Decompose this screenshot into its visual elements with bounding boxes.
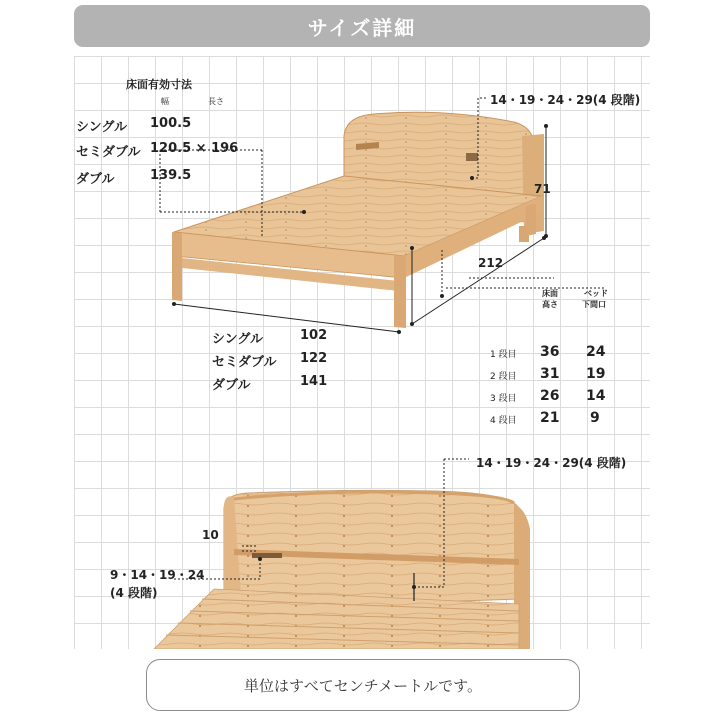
headboard-height-label: 71	[534, 182, 551, 196]
headboard-height-steps-label: 14・19・24・29(4 段階)	[490, 93, 641, 107]
height-table-step-1: 1 段目	[490, 350, 517, 360]
unit-note: 単位はすべてセンチメートルです。	[244, 676, 482, 695]
height-table-under-3: 14	[586, 388, 606, 404]
effective-dims-col-length: 長さ	[208, 97, 224, 106]
detail-headboard-steps-label: 14・19・24・29(4 段階)	[476, 456, 627, 470]
section-title-banner	[74, 5, 650, 47]
effective-dims-label-semidouble: セミダブル	[76, 145, 141, 160]
height-table-floor-4: 21	[540, 410, 560, 426]
outer-width-value-single: 102	[300, 328, 328, 343]
height-table-under-2: 19	[586, 366, 606, 382]
height-table-step-4: 4 段目	[490, 416, 517, 426]
height-table-floor-3: 26	[540, 388, 560, 404]
headboard-detail-illustration	[74, 449, 650, 649]
height-table-floor-1: 36	[540, 344, 560, 360]
unit-note-box	[146, 659, 580, 711]
effective-dims-label-double: ダブル	[76, 172, 115, 187]
effective-dims-label-single: シングル	[76, 120, 128, 135]
detail-shelf-steps-line2: (4 段階)	[110, 586, 158, 600]
length-label: 212	[478, 256, 504, 270]
section-title: サイズ詳細	[307, 15, 417, 40]
height-table-col1-line2: 高さ	[542, 300, 558, 309]
height-table-col2-line2: 下間口	[582, 300, 606, 309]
detail-shelf-thickness-label: 10	[202, 528, 219, 542]
detail-shelf-steps-line1: 9・14・19・24	[110, 568, 205, 582]
effective-dims-title: 床面有効寸法	[126, 78, 192, 91]
height-table-col2-line1: ベッド	[584, 289, 608, 298]
size-diagram-area	[74, 56, 650, 649]
outer-width-label-double: ダブル	[212, 378, 251, 393]
height-table-step-3: 3 段目	[490, 394, 517, 404]
height-table-under-1: 24	[586, 344, 606, 360]
outer-width-value-semidouble: 122	[300, 351, 328, 366]
effective-dims-col-width: 幅	[161, 97, 169, 106]
effective-dims-value-single: 100.5	[150, 116, 192, 131]
outer-width-value-double: 141	[300, 374, 328, 389]
outer-width-label-semidouble: セミダブル	[212, 355, 277, 370]
height-table-step-2: 2 段目	[490, 372, 517, 382]
effective-dims-value-semidouble: 120.5 × 196	[150, 141, 239, 156]
outer-width-label-single: シングル	[212, 332, 264, 347]
effective-dims-value-double: 139.5	[150, 168, 192, 183]
height-table-floor-2: 31	[540, 366, 560, 382]
height-table-col1-line1: 床面	[542, 289, 558, 298]
height-table-under-4: 9	[590, 410, 600, 426]
